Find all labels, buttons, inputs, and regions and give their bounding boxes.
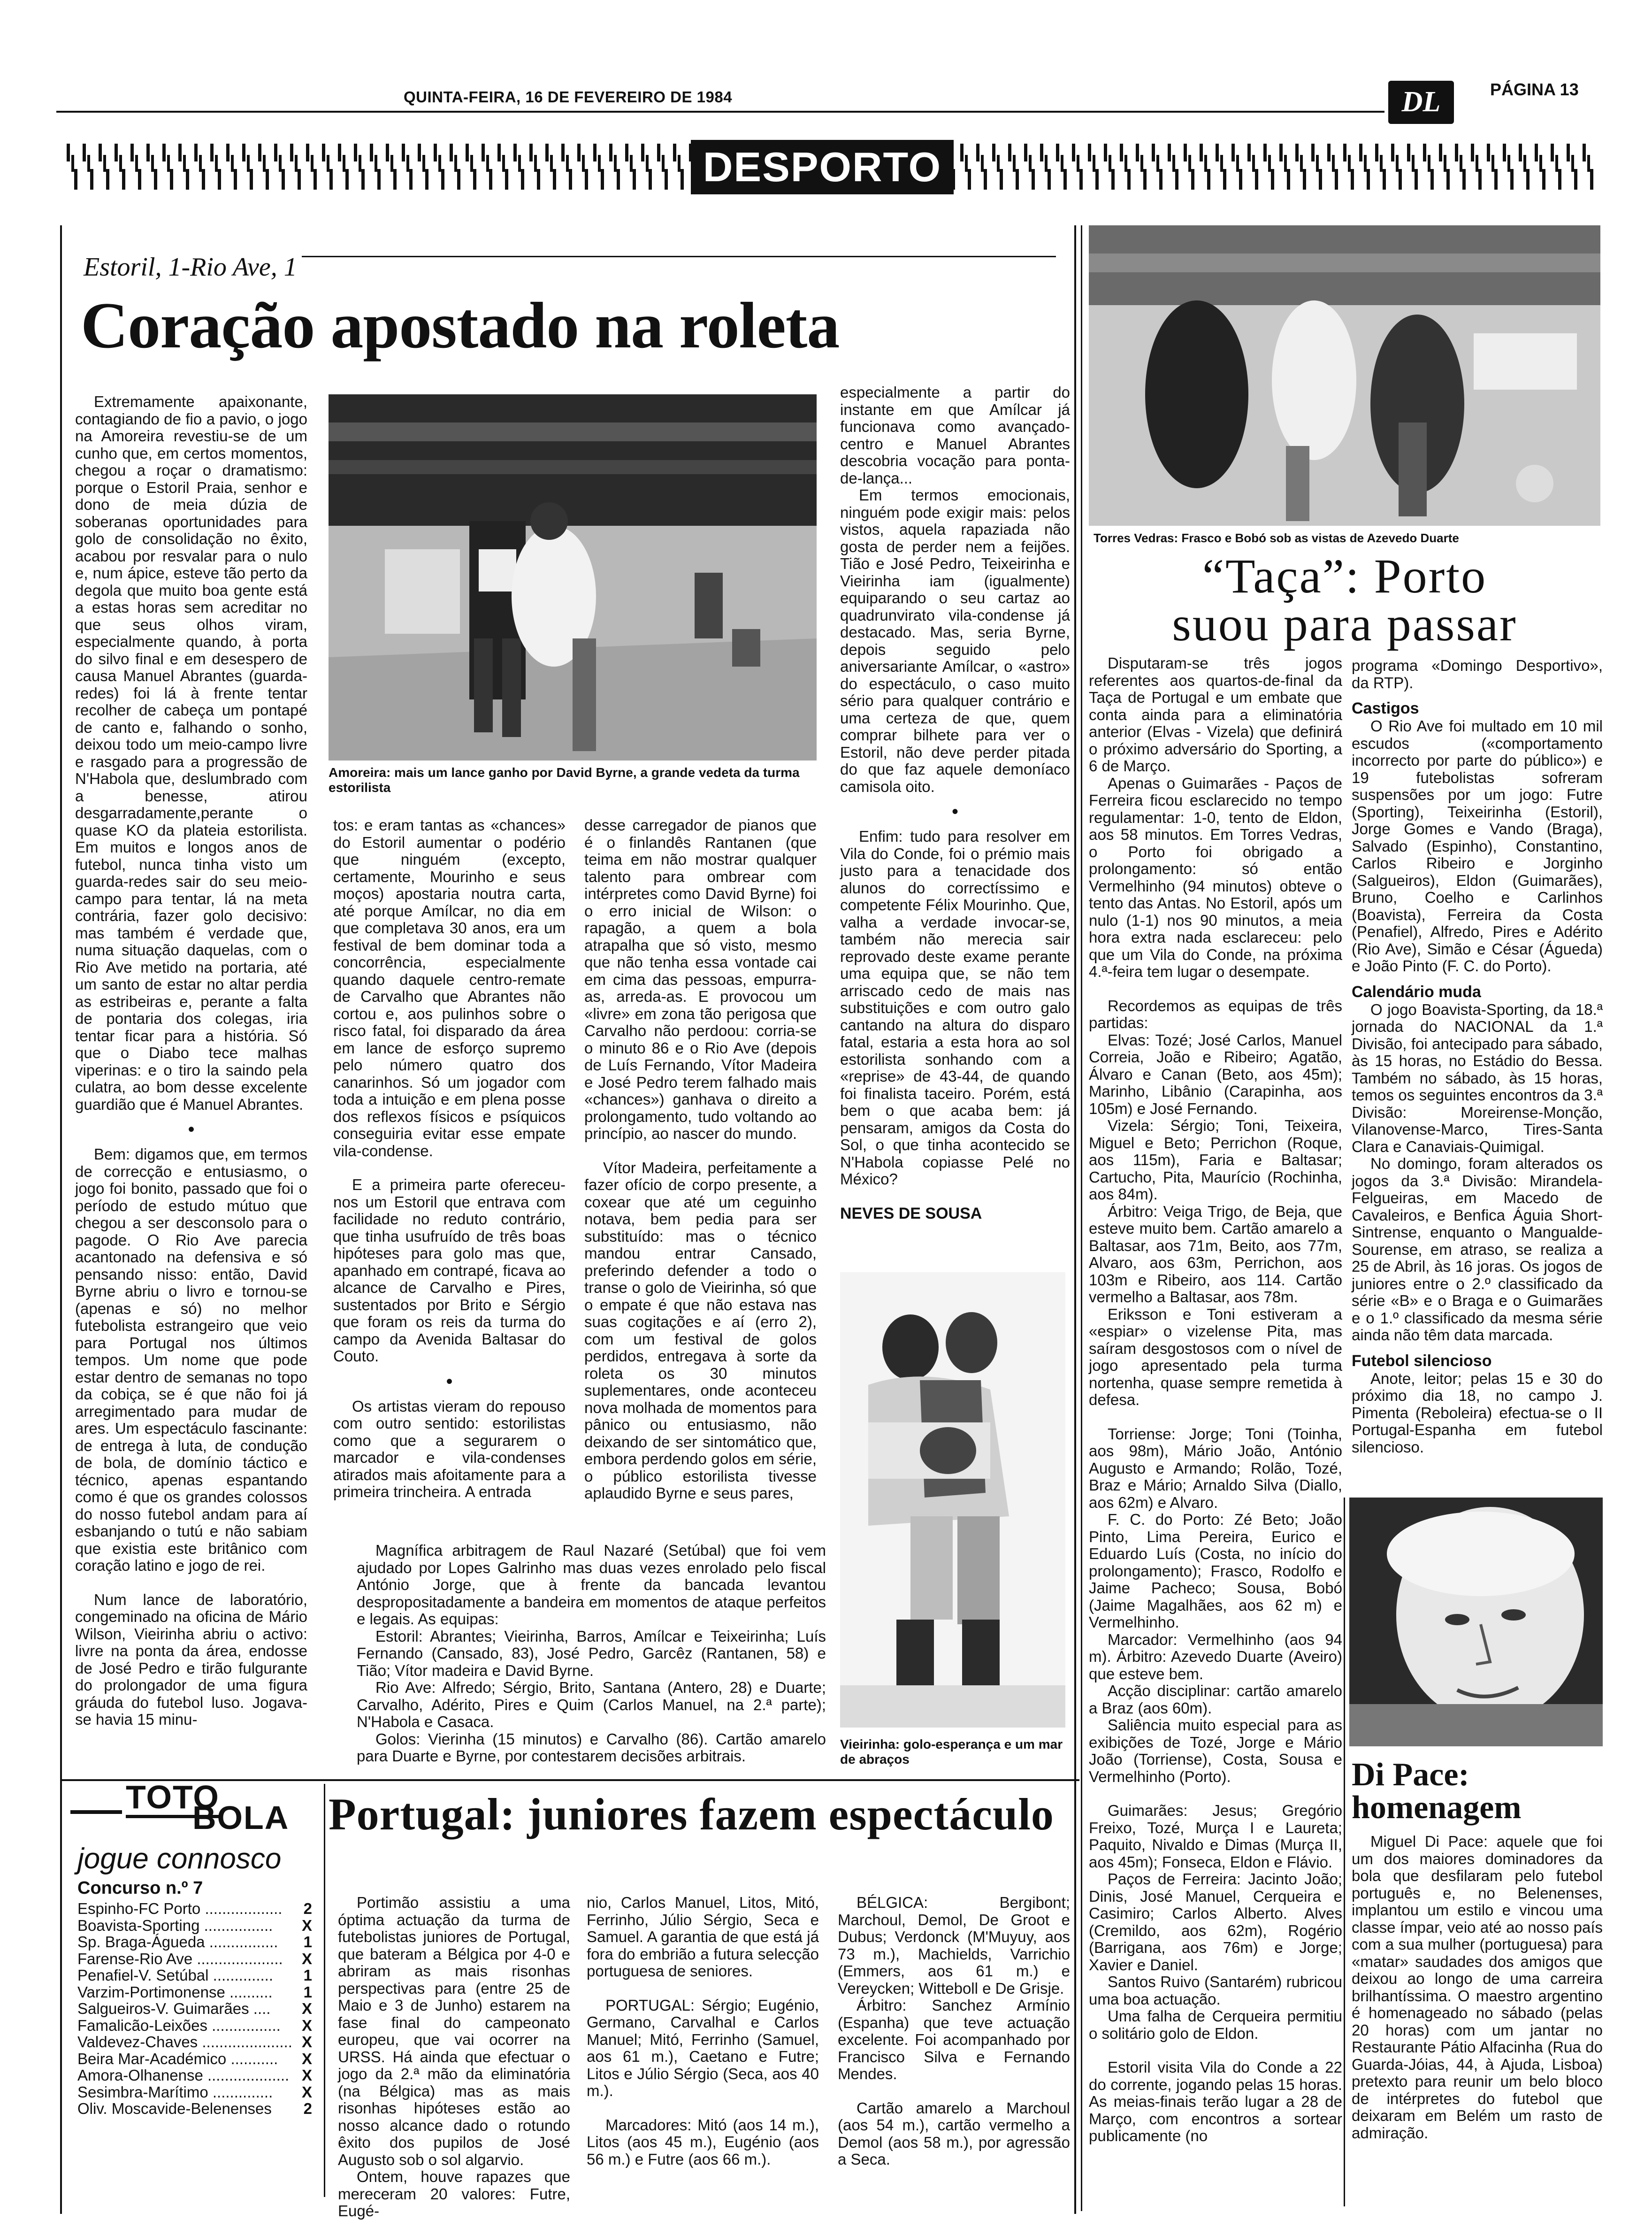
totobola-result: X [301, 2000, 312, 2017]
juniores-col3 [838, 1894, 1070, 2206]
totobola-game: Penafiel-V. Setúbal .............. [77, 1967, 274, 1984]
main-article-col2 [333, 817, 566, 1526]
totobola-result: 2 [303, 1900, 312, 1917]
paragraph: Bem: digamos que, em termos de correcção e entusiasmo, o jogo foi bonito, passado que foi o período de estudo mútuo que chegou a ser desconsolo para o pagode. O Rio Ave parecia acantonado na defensiva e só pensando nisso: então, David Byrne abriu o livro e tornou-se (apenas e só) no melhor futebolista estrangeiro que veio para Portugal nos últimos tempos. Um nome que pode estar dentro de semanas no topo da cobiça, se é que não foi já arregimentado para mudar de ares. Um espectáculo fascinante: de entrega à luta, de condução de bola, de domínio táctico e técnico, apenas espantando como é que os grandes colossos do nosso futebol andam para aí esbanjando o tutú e não sabiam que existia este britânico com coração latino e jogo de rei. [75, 1145, 307, 1574]
column-rule [1081, 225, 1082, 2211]
totobola-row [77, 2100, 312, 2117]
separator-dot: • [951, 801, 958, 822]
paragraph: especialmente a partir do instante em que Amílcar já funcionava como avançado-centro e Manuel Abrantes descobria vocação para ponta-de-lança... [840, 384, 1070, 487]
juniores-col2 [587, 1894, 819, 2206]
taca-col-a [1089, 655, 1342, 2204]
totobola-results [77, 1900, 312, 2126]
totobola-result: X [301, 1916, 312, 1934]
taca-headline-line2: suou para passar [1172, 597, 1517, 651]
main-article-col1 [75, 393, 307, 1759]
totobola-game: Salgueiros-V. Guimarães .... [77, 2000, 271, 2017]
paragraph: nio, Carlos Manuel, Litos, Mitó, Ferrinho, Júlio Sérgio, Seca e Samuel. A garantia de que está já fora do embrião a futura selecção portuguesa de seniores. [587, 1894, 819, 1980]
totobola-game: Boavista-Sporting ................ [77, 1916, 273, 1934]
separator-dot: • [446, 1371, 453, 1392]
column-rule [1344, 1498, 1345, 2206]
paragraph: desse carregador de pianos que é o finlandês Rantanen (que teima em não mostrar qualquer talento para ombrear com intérpretes como David Byrne) foi o erro inicial de Wilson: o rapagão, a quem a bola atrapalha que só visto, mesmo que não tenha essa vontade cai em cima das pessoas, empurra-as, arreda-as. E provocou um «livre» em zona tão perigosa que Carvalho não perdoou: corria-se o minuto 86 e o Rio Ave (depois de Luís Fernando, Vítor Madeira e José Pedro terem falhado mais «chances») ganhava o direito a prolongamento, tudo voltando ao princípio, ao nascer do mundo. [584, 816, 817, 1142]
paragraph: Disputaram-se três jogos referentes aos quartos-de-final da Taça de Portugal e um embate que conta ainda para a eliminatória anterior (Elvas - Vizela) que definirá o próximo adversário do Sporting, a 6 de Março. [1089, 654, 1342, 775]
paragraph: E a primeira parte ofereceu-nos um Estoril que entrava com facilidade no reduto contrário, que tinha usufruído de três boas hipóteses para golo mas que, apanhado em contrapé, ficava ao alcance de Carvalho e Pires, sustentados por Brito e Sérgio que foram os reis da turma do campo da Avenida Baltasar do Couto. [333, 1176, 566, 1365]
paragraph: tos: e eram tantas as «chances» do Estoril aumentar o podério que ninguém (excepto, certamente, Mourinho e seus moços) apostaria noutra carta, até porque Amílcar, no dia em que completava 30 anos, era um festival de bem dominar toda a concorrência, especialmente quando daquele centro-remate de Carvalho que Abrantes não cortou e, aos pulinhos sobre o risco fatal, foi disparado da área em lance de esforço supremo pelo número quatro dos canarinhos. Só um jogador com toda a intuição e em plena posse dos reflexos físicos e psíquicos conseguiria evitar esse empate vila-condense. [333, 816, 566, 1160]
totobola-row [77, 2034, 312, 2051]
paragraph: Torriense: Jorge; Toni (Toinha, aos 98m), Mário João, António Augusto e Armando; Rolão, Tozé, Braz e Mário; Arnaldo Silva (Diallo, aos 62m) e Alvaro. [1089, 1425, 1342, 1511]
header-rule [56, 111, 1384, 113]
juniores-headline: Portugal: juniores fazem espectáculo [329, 1789, 1054, 1839]
paragraph: Marcador: Vermelhinho (aos 94 m). Árbitro: Azevedo Duarte (Aveiro) que esteve bem. [1089, 1630, 1342, 1682]
newspaper-logo-icon: DL [1388, 81, 1454, 124]
paragraph: Os artistas vieram do repouso com outro sentido: estorilistas como que a segurarem o marcador e vila-condenses atirados mais afoitamente para a primeira trincheira. A entrada [333, 1397, 566, 1500]
castigos-heading: Castigos [1352, 699, 1419, 717]
main-article-col4 [840, 384, 1070, 1264]
photo-amoreira [329, 394, 817, 760]
totobola-row [77, 1951, 312, 1967]
totobola-logo-top: TOTO [126, 1779, 220, 1818]
totobola-result: X [301, 1950, 312, 1967]
paragraph: Vizela: Sérgio; Toni, Teixeira, Miguel e Beto; Perrichon (Roque, aos 115m), Faria e Baltasar; Cartucho, Pita, Maurício (Rochinha, aos 84m). [1089, 1117, 1342, 1203]
dipace-headline-line2: homenagem [1352, 1790, 1522, 1826]
totobola-result: X [301, 2083, 312, 2101]
totobola-row [77, 1934, 312, 1951]
totobola-game: Farense-Rio Ave .................... [77, 1950, 283, 1967]
paragraph: F. C. do Porto: Zé Beto; João Pinto, Lima Pereira, Eurico e Eduardo Luís (Costa, no início do prolongamento); Frasco, Rodolfo e Jaime Pacheco; Sousa, Bobó (Jaime Magalhães, aos 62 m) e Vermelhinho. [1089, 1511, 1342, 1631]
totobola-row [77, 2084, 312, 2101]
paragraph: BÉLGICA: Bergibont; Marchoul, Demol, De Groot e Dubus; Verdonck (M'Muyuy, aos 73 m.), Machields, Varrichio (Emmers, aos 61 m.) e Vereycken; Witteboll e De Grisje. [838, 1894, 1070, 1997]
page-number: PÁGINA 13 [1490, 80, 1579, 99]
totobola-result: X [301, 2016, 312, 2034]
paragraph: Miguel Di Pace: aquele que foi um dos maiores dominadores da bola que desfilaram pelo futebol português e, no Belenenses, implantou um estilo e vincou uma classe ímpar, veio até ao nosso país com a sua mulher (portuguesa) para «matar» saudades dos amigos que deixou ao longo de uma carreira brilhantíssima. O maestro argentino é homenageado no sábado (pelas 20 horas) com um jantar no Restaurante Pátio Alfacinha (Rua do Guarda-Jóias, 44, à Ajuda, Lisboa) pretexto para reunir um belo bloco de intérpretes do futebol que deixaram em Belém um rasto de admiração. [1352, 1833, 1603, 2142]
totobola-game: Espinho-FC Porto .................. [77, 1900, 283, 1917]
column-rule [324, 1784, 325, 2197]
byline: NEVES DE SOUSA [840, 1204, 982, 1222]
paragraph: O jogo Boavista-Sporting, da 18.ª jornada do NACIONAL da 1.ª Divisão, foi antecipado para sábado, às 15 horas, no Estádio do Bessa. Também no sábado, às 15 horas, temos os seguintes encontros da 3.ª Divisão: Moreirense-Monção, Vilanovense-Marco, Tires-Santa Clara e Canaviais-Quimigal. [1352, 1000, 1603, 1155]
totobola-row [77, 2051, 312, 2067]
paragraph: Golos: Vierinha (15 minutos) e Carvalho (86). Cartão amarelo para Duarte e Byrne, por contestarem decisões arbitrais. [357, 1730, 826, 1765]
totobola-game: Beira Mar-Académico ........... [77, 2050, 278, 2067]
separator-dot: • [188, 1119, 195, 1140]
totobola-game: Sp. Braga-Águeda ................ [77, 1933, 278, 1951]
paragraph: Eriksson e Toni estiveram a «espiar» o vizelense Pita, mas saíram desgostosos com o nível de jogo apresentado pela turma nortenha, quase sempre remetida à defesa. [1089, 1305, 1342, 1408]
totobola-result: X [301, 2066, 312, 2084]
paragraph: Saliência muito especial para as exibições de Tozé, Jorge e Mário João (Torriense), Costa, Sousa e Vermelhinho (Porto). [1089, 1716, 1342, 1785]
article-headline: Coração apostado na roleta [81, 289, 840, 362]
taca-col-b [1352, 657, 1603, 1456]
juniores-col1 [338, 1894, 570, 2220]
photo-vieirinha-caption: Vieirinha: golo-esperança e um mar de abraços [840, 1737, 1063, 1767]
dipace-text [1352, 1833, 1603, 2204]
paragraph: Apenas o Guimarães - Paços de Ferreira ficou esclarecido no tempo regulamentar: 1-0, tento de Eldon, aos 58 minutos. Em Torres Vedras, o Porto foi obrigado a prolongamento: só então Vermelhinho (94 minutos) obteve o tento das Antas. No Estoril, após um nulo (1-1) nos 90 minutos, a meia hora extra nada esclareceu: pelo que um Vila do Conde, na próxima 4.ª-feira tem lugar o desempate. [1089, 774, 1342, 980]
totobola-row [77, 1967, 312, 1984]
paragraph: Rio Ave: Alfredo; Sérgio, Brito, Santana (Antero, 28) e Duarte; Carvalho, Adérito, Pires e Quim (Carlos Manuel, na 2.ª parte); N'Habola e Casaca. [357, 1679, 826, 1730]
totobola-result: 1 [303, 1983, 312, 2001]
paragraph: programa «Domingo Desportivo», da RTP). [1352, 657, 1603, 691]
totobola-logo-bottom: BOLA [192, 1799, 290, 1836]
paragraph: Uma falha de Cerqueira permitiu o solitário golo de Eldon. [1089, 2007, 1342, 2042]
paragraph: Estoril: Abrantes; Vieirinha, Barros, Amílcar e Teixeirinha; Luís Fernando (Cansado, 83), José Pedro, Garcêz (Rantanen, 58) e Tião; Vítor madeira e David Byrne. [357, 1627, 826, 1679]
totobola-concurso: Concurso n.º 7 [77, 1878, 203, 1898]
taca-headline-line1: “Taça”: Porto [1202, 549, 1487, 603]
article-kicker: Estoril, 1-Rio Ave, 1 [84, 250, 302, 284]
paragraph: Recordemos as equipas de três partidas: [1089, 997, 1342, 1031]
paragraph: Marcadores: Mitó (aos 14 m.), Litos (aos 45 m.), Eugénio (aos 56 m.) e Futre (aos 66 m.). [587, 2116, 819, 2168]
paragraph: Anote, leitor; pelas 15 e 30 do próximo dia 18, no campo J. Pimenta (Reboleira) efectua-se o II Portugal-Espanha em futebol silencioso. [1352, 1369, 1603, 1456]
dipace-headline-line1: Di Pace: [1352, 1757, 1469, 1793]
photo-torres-vedras [1089, 225, 1600, 526]
paragraph: No domingo, foram alterados os jogos da 3.ª Divisão: Mirandela-Felgueiras, em Macedo de Cavaleiros, e Benfica Águia Short-Sintrense, enquanto o Mangualde-Sourense, em atraso, se realiza a 25 de Abril, às 16 joras. Os jogos de juniores entre o 2.º classificado da série «B» e o Braga e o Guimarães e o 1.º classificado da mesma série ainda não têm data marcada. [1352, 1155, 1603, 1344]
paragraph: Ontem, houve rapazes que mereceram 20 valores: Futre, Eugé- [338, 2168, 570, 2220]
section-title-box: DESPORTO [691, 140, 954, 194]
paragraph: Cartão amarelo a Marchoul (aos 54 m.), cartão vermelho a Demol (aos 58 m.), por agressão a Seca. [838, 2099, 1070, 2168]
totobola-logo [70, 1779, 314, 1836]
paragraph: Extremamente apaixonante, contagiando de fio a pavio, o jogo na Amoreira revestiu-se de um cunho que, em certos momentos, chegou a roçar o dramatismo: porque o Estoril Praia, senhor e dono de meia dúzia de soberanas oportunidades para golo de consolidação no êxito, acabou por resvalar para o nulo e, num ápice, esteve tão perto da degola que muito boa gente está a estas horas sem acreditar no que seus olhos viram, especialmente quando, à porta do silvo final e em desespero de causa Manuel Abrantes (guarda-redes) foi lá à frente tentar recolher de cabeça um pontapé de canto e, falhando o sonho, deixou todo um meio-campo livre e rasgado para a progressão de N'Habola que, deslumbrado com a benesse, atirou desgarradamente,perante o quase KO da plateia estorilista. Em muitos e longos anos de futebol, nunca tinha visto um guarda-redes sair do seu meio-campo para tentar, lá na meta contrária, fazer golo decisivo: mas também é verdade que, numa situação daquelas, com o Rio Ave metido na portaria, até um santo de estar no altar perdia as estribeiras e, perante a falta de pontaria dos colegas, iria tentar ficar para a história. Só que o Diabo tece malhas viperinas: e o tiro la saindo pela culatra, ao bom desse excelente guardião que é Manuel Abrantes. [75, 393, 307, 1113]
paragraph: Enfim: tudo para resolver em Vila do Conde, foi o prémio mais justo para a tenacidade dos alunos do correctíssimo e competente Félix Mourinho. Que, valha a verdade invocar-se, também não merecia sair reprovado deste exame perante uma equipa que, se não tem arriscado cedo de mais nas substituições e com outro galo cantando na altura do disparo fatal, estaria a esta hora ao sol estorilista sonhando com a «reprise» de 43-44, de quando foi finalista taceiro. Porém, está bem o que acaba bem: já pensaram, amigos da Costa do Sol, o que tinha acontecido se N'Habola copiasse Pelé no México? [840, 828, 1070, 1188]
totobola-game: Amora-Olhanense ................... [77, 2066, 290, 2084]
paragraph: Vítor Madeira, perfeitamente a fazer ofício de corpo presente, a coxear que até um ceguinho notava, bem pedia para ser substituído: mas o técnico mandou entrar Cansado, preferindo defender a todo o transe o golo de Vieirinha, só que o empate é que não estava nas suas cogitações e aí (erro 2), com um festival de golos perdidos, entregava à sorte da roleta os 30 minutos suplementares, onde aconteceu nova molhada de momentos para pânico ou entusiasmo, não deixando de ser sintomático que, embora perdendo golos em série, o público estorilista tivesse aplaudido Byrne e seus pares, [584, 1159, 817, 1502]
paragraph: Em termos emocionais, ninguém pode exigir mais: pelos vistos, aquela rapaziada não gosta de perder nem a feijões. Tião e José Pedro, Teixeirinha e Vieirinha iam (igualmente) equiparando o seu cartaz ao quadrunvirato vila-condense já destacado. Mas, seria Byrne, depois seguido pelo aniversariante Amílcar, o «astro» do espectáculo, o caso muito sério para qualquer contrário e uma certeza de que, quem comprar bilhete para ver o Estoril, não deve perder pitada do que faz aquele demoníaco camisola oito. [840, 486, 1070, 795]
totobola-row [77, 1984, 312, 2001]
photo-di-pace [1349, 1498, 1603, 1746]
paragraph: Acção disciplinar: cartão amarelo a Braz (aos 60m). [1089, 1682, 1342, 1717]
calendario-heading: Calendário muda [1352, 983, 1481, 1001]
totobola-row [77, 1917, 312, 1934]
totobola-slogan: jogue connosco [77, 1843, 282, 1875]
paragraph: Estoril visita Vila do Conde a 22 do corrente, jogando pelas 15 horas. As meias-finais terão lugar a 28 de Março, com encontros a sortear publicamente (no [1089, 2059, 1342, 2144]
photo-torres-vedras-caption: Torres Vedras: Frasco e Bobó sob as vistas de Azevedo Duarte [1094, 531, 1459, 545]
totobola-row [77, 2017, 312, 2034]
totobola-result: 1 [303, 1967, 312, 1984]
totobola-row [77, 1900, 312, 1917]
totobola-game: Oliv. Moscavide-Belenenses [77, 2100, 272, 2117]
referee-box [357, 1542, 826, 1777]
paragraph: Árbitro: Veiga Trigo, de Beja, que esteve muito bem. Cartão amarelo a Baltasar, aos 71m, Beito, aos 77m, Alvaro, aos 63m, Perrichon, aos 103m e Ribeiro, aos 114. Cartão vermelho a Baltasar, aos 78m. [1089, 1202, 1342, 1306]
paragraph: Guimarães: Jesus; Gregório Freixo, Tozé, Murça I e Laureta; Paquito, Nivaldo e Dimas (Murça II, aos 45m); Fonseca, Eldon e Flávio. [1089, 1802, 1342, 1871]
photo-vieirinha [840, 1272, 1065, 1728]
paragraph: Portimão assistiu a uma óptima actuação da turma de futebolistas juniores de Portugal, que bateram a Bélgica por 4-0 e abriram as mais risonhas perspectivas para (entre 25 de Maio e 3 de Junho) estarem na fase final do campeonato europeu, que vai ocorrer na URSS. Há ainda que efectuar o jogo da 2.ª mão da eliminatória (na Bélgica) mas as mais risonhas hipóteses estão ao nosso alcance dado o rotundo êxito dos pupilos de José Augusto sob o sol algarvio. [338, 1894, 570, 2168]
paragraph: O Rio Ave foi multado em 10 mil escudos («comportamento incorrecto por parte do público») e 19 futebolistas sofreram suspensões por um jogo: Futre (Sporting), Teixeirinha (Estoril), Jorge Gomes e Vando (Braga), Salvado (Espinho), Constantino, Carlos Ribeiro e Jorginho (Salgueiros), Eldon (Guimarães), Bruno, Coelho e Carlinhos (Boavista), Ferreira da Costa (Penafiel), Alfredo, Pires e Adérito (Rio Ave), Simão e César (Águeda) e João Pinto (F. C. do Porto). [1352, 717, 1603, 975]
paragraph: Num lance de laboratório, congeminado na oficina de Mário Wilson, Vieirinha abriu o activo: livre na ponta da área, endosse de José Pedro e tirão fulgurante do prolongador de uma figura gráuda do futebol luso. Jogava-se havia 15 minu- [75, 1590, 307, 1728]
photo-amoreira-caption: Amoreira: mais um lance ganho por David Byrne, a grande vedeta da turma estorilista [329, 765, 800, 795]
paragraph: Magnífica arbitragem de Raul Nazaré (Setúbal) que foi vem ajudado por Lopes Galrinho mas duas vezes enrolado pelo fiscal António Jorge, que à frente da bancada levantou despropositadamente a bandeira em momentos de ataque perfeitos e legais. As equipas: [357, 1542, 826, 1628]
paragraph: PORTUGAL: Sérgio; Eugénio, Germano, Carvalhal e Carlos Manuel; Mitó, Ferrinho (Samuel, aos 61 m.), Caetano e Futre; Litos e Júlio Sérgio (Seca, aos 40 m.). [587, 1996, 819, 2099]
totobola-result: 1 [303, 1933, 312, 1951]
totobola-row [77, 2000, 312, 2017]
main-article-col3 [584, 817, 817, 1526]
totobola-game: Varzim-Portimonense .......... [77, 1983, 273, 2001]
paragraph: Árbitro: Sanchez Armínio (Espanha) que teve actuação excelente. Foi acompanhado por Francisco Silva e Fernando Mendes. [838, 1997, 1070, 2082]
totobola-game: Sesimbra-Marítimo .............. [77, 2083, 273, 2101]
paragraph: Paços de Ferreira: Jacinto João; Dinis, José Manuel, Cerqueira e Casimiro; Carlos Alberto. Alves (Cremildo, aos 62m), Rogério (Barrigana, aos 76m) e Jorge; Xavier e Daniel. [1089, 1870, 1342, 1974]
totobola-row [77, 2067, 312, 2084]
totobola-result: X [301, 2050, 312, 2067]
paragraph: Santos Ruivo (Santarém) rubricou uma boa actuação. [1089, 1973, 1342, 2008]
paragraph: Elvas: Tozé; José Carlos, Manuel Correia, João e Ribeiro; Agatão, Álvaro e Canan (Beto, aos 45m); Marinho, Libânio (Carapinha, aos 105m) e José Fernando. [1089, 1031, 1342, 1117]
totobola-game: Famalicão-Leixões ................ [77, 2016, 281, 2034]
totobola-result: 2 [303, 2100, 312, 2117]
silencioso-heading: Futebol silencioso [1352, 1352, 1492, 1370]
totobola-game: Valdevez-Chaves ..................... [77, 2033, 292, 2051]
totobola-result: X [301, 2033, 312, 2051]
page-date: QUINTA-FEIRA, 16 DE FEVEREIRO DE 1984 [404, 88, 733, 106]
